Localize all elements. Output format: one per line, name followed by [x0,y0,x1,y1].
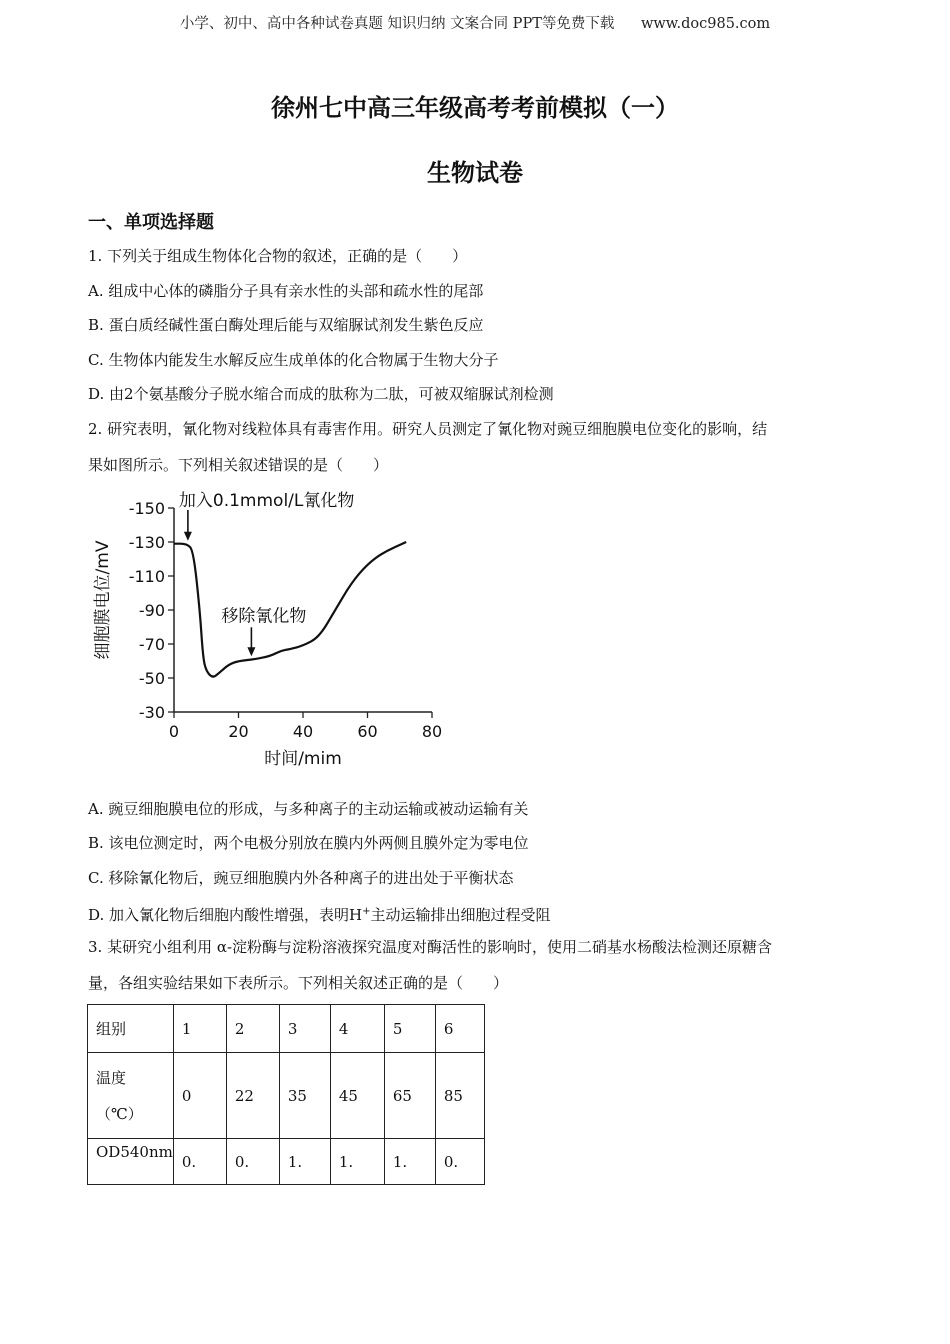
q2-option-c: C. 移除氰化物后，豌豆细胞膜内外各种离子的进出处于平衡状态 [88,869,514,887]
temp-cell: 22 [226,1053,279,1139]
x-tick-label: 0 [168,722,180,741]
od-cell: 1. [279,1139,330,1185]
group-cell: 3 [279,1005,330,1053]
q2-option-a: A. 豌豆细胞膜电位的形成，与多种离子的主动运输或被动运输有关 [88,800,529,818]
y-tick-label: -110 [128,567,165,586]
temp-label: 温度 [96,1068,127,1087]
membrane-potential-chart [88,488,468,782]
q2-option-d [88,902,551,925]
x-tick-label: 20 [228,722,249,741]
temp-cell: 0 [173,1053,226,1139]
group-cell: 6 [435,1005,484,1053]
y-tick-label: -150 [128,499,165,518]
od-cell: 1. [384,1139,435,1185]
q1-option-b: B. 蛋白质经碱性蛋白酶处理后能与双缩脲试剂发生紫色反应 [88,316,484,334]
temp-cell: 35 [279,1053,330,1139]
header-banner: 小学、初中、高中各种试卷真题 知识归纳 文案合同 PPT等免费下载 [179,16,615,32]
group-cell: 4 [330,1005,384,1053]
x-tick-label: 80 [421,722,443,741]
page-header [0,12,950,33]
y-tick-label: -130 [128,533,165,552]
q2-option-d-sup: + [362,906,371,917]
section-heading: 一、单项选择题 [88,212,214,233]
row-header-od: OD540nm [88,1139,174,1185]
temp-cell: 65 [384,1053,435,1139]
table-row-od [88,1139,485,1185]
y-tick-label: -30 [138,703,165,722]
y-tick-label: -70 [138,635,165,654]
q2-stem-line1: 2. 研究表明，氰化物对线粒体具有毒害作用。研究人员测定了氰化物对豌豆细胞膜电位变化的影响，结 [88,420,768,438]
od-cell: 0. [226,1139,279,1185]
group-cell: 2 [226,1005,279,1053]
table-row-group [88,1005,485,1053]
temp-cell: 45 [330,1053,384,1139]
od-cell: 0. [173,1139,226,1185]
x-tick-label: 60 [357,722,378,741]
od-cell: 1. [330,1139,384,1185]
table-row-temp [88,1053,485,1139]
header-site: www.doc985.com [640,16,771,32]
group-cell: 1 [173,1005,226,1053]
q2-option-d-post: 主动运输排出细胞过程受阻 [370,906,551,924]
temp-cell: 85 [435,1053,484,1139]
q2-stem-line2: 果如图所示。下列相关叙述错误的是（ ） [88,456,389,474]
annotation-arrowhead [247,647,255,656]
y-tick-label: -50 [138,669,165,688]
q3-stem-line2: 量，各组实验结果如下表所示。下列相关叙述正确的是（ ） [88,974,509,992]
row-header-group: 组别 [88,1005,174,1053]
q3-stem-line1: 3. 某研究小组利用 α-淀粉酶与淀粉溶液探究温度对酶活性的影响时，使用二硝基水杨酸法检测还原糖含 [88,938,773,956]
q1-option-c: C. 生物体内能发生水解反应生成单体的化合物属于生物大分子 [88,351,499,369]
y-tick-label: -90 [138,601,165,620]
results-table [87,1004,485,1185]
annotation-label: 加入0.1mmol/L氰化物 [178,491,355,511]
x-tick-label: 40 [292,722,314,741]
q2-option-b: B. 该电位测定时，两个电极分别放在膜内外两侧且膜外定为零电位 [88,834,529,852]
q1-option-a: A. 组成中心体的磷脂分子具有亲水性的头部和疏水性的尾部 [88,282,484,300]
q1-option-d: D. 由2个氨基酸分子脱水缩合而成的肽称为二肽，可被双缩脲试剂检测 [88,385,554,403]
y-axis-label: 细胞膜电位/mV [93,540,113,660]
chart-svg [88,488,468,778]
group-cell: 5 [384,1005,435,1053]
annotation-arrowhead [184,532,192,541]
q1-stem: 1. 下列关于组成生物体化合物的叙述，正确的是（ ） [88,247,468,265]
row-header-temp [88,1053,174,1139]
exam-subtitle: 生物试卷 [427,159,523,187]
x-axis-label: 时间/mim [264,749,342,769]
exam-title: 徐州七中高三年级高考考前模拟（一） [271,94,679,122]
q2-option-d-pre: D. 加入氰化物后细胞内酸性增强，表明H [88,906,363,924]
annotation-label: 移除氰化物 [221,606,307,627]
od-cell: 0. [435,1139,484,1185]
temp-unit: （℃） [96,1104,143,1123]
